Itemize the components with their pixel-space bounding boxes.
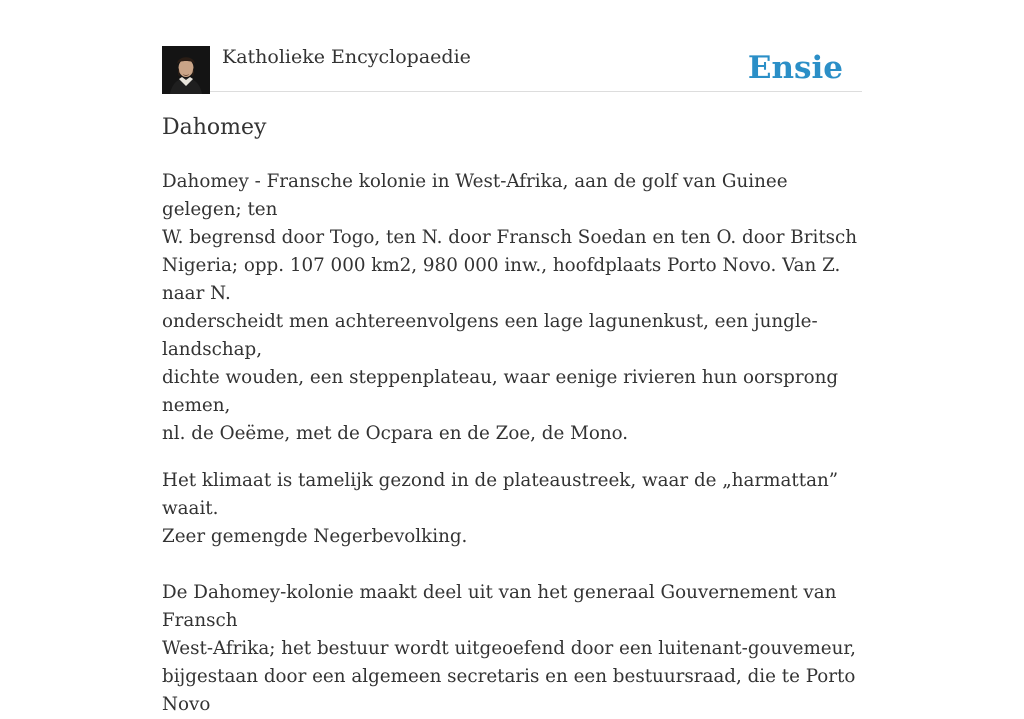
source-title[interactable]: Katholieke Encyclopaedie [222,46,471,68]
brand-logo[interactable]: Ensie [747,50,843,86]
header [162,40,862,92]
paragraph: Dahomey - Fransche kolonie in West-Afrika, aan de golf van Guinee gelegen; ten W. begrensd door Togo, ten N. door Fransch Soedan en ten O. door Britsch Nigeria; opp. 107 000 km2, 980 000 inw., hoofdplaats Porto Novo. Van Z. naar N. onderscheidt men achtereenvolgens een lage lagunenkust, een jungle-landschap, dichte wouden, een steppenplateau, waar eenige rivieren hun oorsprong nemen, nl. de Oeëme, met de Ocpara en de Zoe, de Mono. [162,171,858,444]
portrait-avatar-icon[interactable] [162,46,210,94]
paragraph: Het klimaat is tamelijk gezond in de plateaustreek, waar de „harmattan” waait. Zeer gemengde Negerbevolking. [162,470,839,547]
article-body [162,168,872,719]
paragraph: De Dahomey-kolonie maakt deel uit van het generaal Gouvernement van Fransch West-Afrika; het bestuur wordt uitgeoefend door een luitenant-gouvemeur, bijgestaan door een algemeen secretaris en een bestuursraad, die te Porto Novo [162,582,856,715]
article-title: Dahomey [162,115,267,140]
